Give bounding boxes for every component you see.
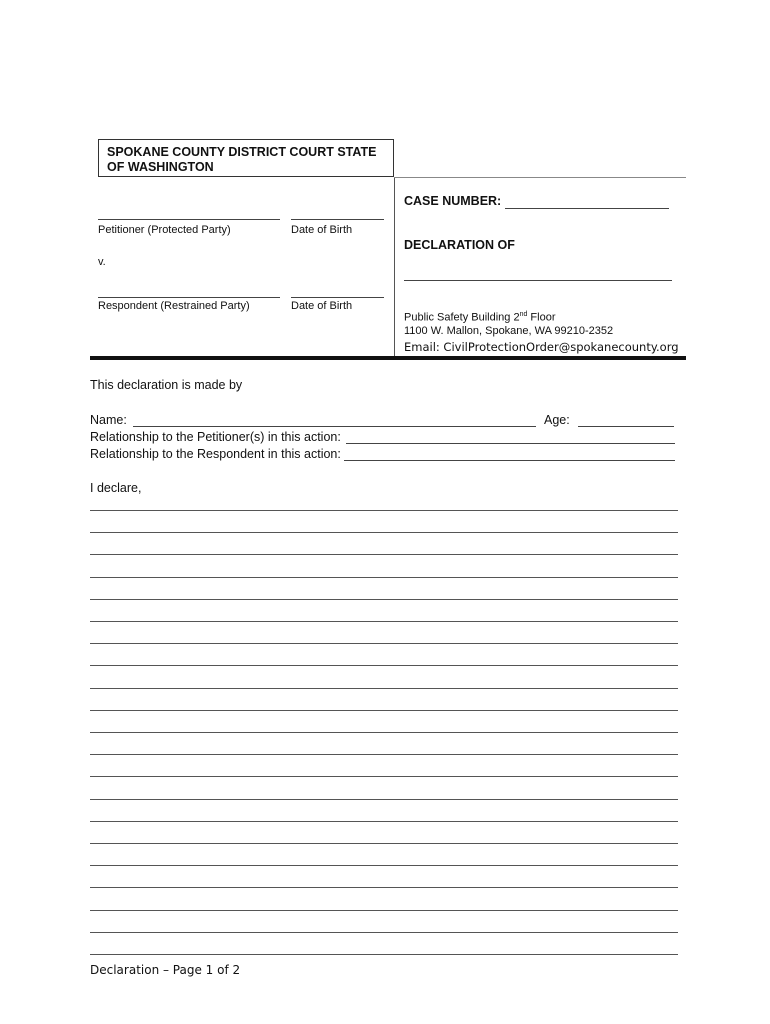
writing-line[interactable] [90,732,678,733]
address-street: 1100 W. Mallon, Spokane, WA 99210-2352 [404,325,614,337]
declaration-of-label: DECLARATION OF [404,238,515,252]
writing-line[interactable] [90,710,678,711]
made-by-text: This declaration is made by [90,378,243,392]
petitioner-dob-field[interactable] [291,207,384,220]
writing-line[interactable] [90,843,678,844]
court-title: SPOKANE COUNTY DISTRICT COURT STATE OF WASHINGTON [98,139,394,177]
contact-email: Email: CivilProtectionOrder@spokanecounty.org [404,340,679,354]
writing-line[interactable] [90,799,678,800]
writing-line[interactable] [90,599,678,600]
writing-line[interactable] [90,554,678,555]
writing-line[interactable] [90,688,678,689]
writing-line[interactable] [90,621,678,622]
declarant-name-field[interactable] [404,268,672,281]
writing-line[interactable] [90,932,678,933]
rel-petitioner-label: Relationship to the Petitioner(s) in this action: [90,430,341,444]
writing-line[interactable] [90,821,678,822]
respondent-label: Respondent (Restrained Party) [98,300,250,312]
age-label: Age: [544,413,570,427]
writing-line[interactable] [90,577,678,578]
name-field[interactable] [133,414,536,427]
writing-line[interactable] [90,887,678,888]
age-field[interactable] [578,414,674,427]
writing-line[interactable] [90,954,678,955]
name-label: Name: [90,413,127,427]
rel-petitioner-field[interactable] [346,431,675,444]
case-number-label: CASE NUMBER: [404,194,502,208]
respondent-dob-label: Date of Birth [291,300,353,312]
writing-line[interactable] [90,643,678,644]
declare-text: I declare, [90,481,142,495]
writing-line[interactable] [90,754,678,755]
writing-line[interactable] [90,776,678,777]
petitioner-label: Petitioner (Protected Party) [98,224,231,236]
writing-line[interactable] [90,532,678,533]
writing-line[interactable] [90,510,678,511]
caption-divider-horizontal [394,177,686,178]
writing-line[interactable] [90,865,678,866]
address-building: Public Safety Building 2nd Floor [404,311,556,324]
writing-line[interactable] [90,910,678,911]
caption-divider-vertical [394,177,395,358]
case-number-field[interactable] [505,195,669,209]
petitioner-name-field[interactable] [98,207,280,220]
petitioner-dob-label: Date of Birth [291,224,353,236]
rel-respondent-field[interactable] [344,448,675,461]
versus-label: v. [98,256,106,268]
rel-respondent-label: Relationship to the Respondent in this action: [90,447,341,461]
page-footer: Declaration – Page 1 of 2 [90,963,241,977]
respondent-dob-field[interactable] [291,285,384,298]
writing-line[interactable] [90,665,678,666]
respondent-name-field[interactable] [98,285,280,298]
caption-bottom-rule [90,356,686,360]
